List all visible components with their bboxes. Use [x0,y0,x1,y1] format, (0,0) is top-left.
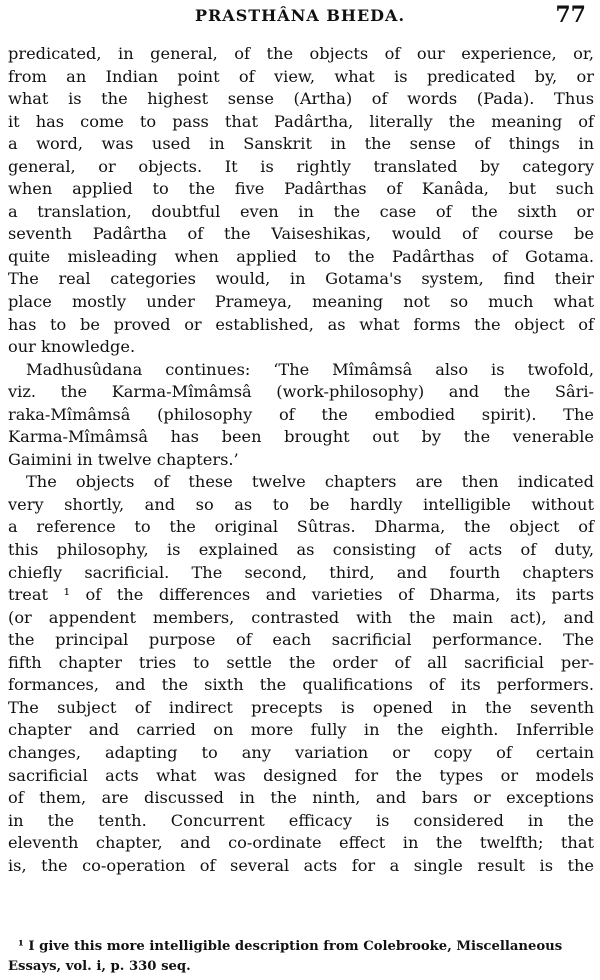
text-line: Gaimini in twelve chapters.’ [8,449,239,469]
text-line: of them, are discussed in the ninth, and bars or exceptions [8,788,594,808]
text-line: raka-Mîmâmsâ (philosophy of the embodied spirit). The [8,404,594,424]
text-line: sacrificial acts what was designed for the types or models [8,765,594,785]
text-line: predicated, in general, of the objects of our experience, or, [8,44,594,63]
text-line: has to be proved or established, as what forms the object of [8,314,594,334]
paragraph-3 [8,471,594,877]
text-line: The objects of these twelve chapters are then indicated [26,472,594,492]
text-line: seventh Padârtha of the Vaiseshikas, would of course be [8,224,594,244]
text-line: Madhusûdana continues: ‘The Mîmâmsâ also is twofold, [26,359,594,379]
text-line: a translation, doubtful even in the case of the sixth or [8,201,594,221]
text-line: (or appendent members, contrasted with the main act), and [8,607,594,627]
body-text [8,43,594,877]
text-line: when applied to the five Padârthas of Kanâda, but such [8,179,594,199]
text-line: our knowledge. [8,337,136,357]
text-line: a reference to the original Sûtras. Dharma, the object of [8,517,594,537]
paragraph-2 [8,359,594,472]
page-number: 77 [555,2,586,28]
text-line: changes, adapting to any variation or copy of certain [8,742,594,762]
footnote-line: Essays, vol. i, p. 330 seq. [8,959,191,974]
footnote [8,937,594,977]
text-line: quite misleading when applied to the Padârthas of Gotama. [8,246,594,266]
text-line: chapter and carried on more fully in the eighth. Inferrible [8,720,594,740]
text-line: The subject of indirect precepts is opened in the seventh [8,697,594,717]
text-line: formances, and the sixth the qualifications of its performers. [8,675,594,695]
text-line: it has come to pass that Padârtha, literally the meaning of [8,111,594,131]
text-line: chiefly sacrificial. The second, third, and fourth chapters [8,562,594,582]
text-line: fifth chapter tries to settle the order of all sacrificial per- [8,652,594,672]
text-line: viz. the Karma-Mîmâmsâ (work-philosophy) and the Sâri- [8,382,594,402]
text-line: general, or objects. It is rightly translated by category [8,156,594,176]
text-line: in the tenth. Concurrent efficacy is considered in the [8,810,594,830]
text-line: eleventh chapter, and co-ordinate effect in the twelfth; that [8,833,594,853]
text-line: place mostly under Prameya, meaning not so much what [8,292,594,312]
text-line: The real categories would, in Gotama's system, find their [8,269,594,289]
running-title: PRASTHÂNA BHEDA. [194,6,406,25]
footnote-line: ¹ I give this more intelligible description from Colebrooke, Miscellaneous [18,939,563,954]
text-line: very shortly, and so as to be hardly intelligible without [8,494,594,514]
running-head [8,2,592,30]
text-line: treat ¹ of the differences and varieties of Dharma, its parts [8,585,594,605]
paragraph-1 [8,43,594,359]
text-line: what is the highest sense (Artha) of words (Pada). Thus [8,89,594,109]
text-line: Karma-Mîmâmsâ has been brought out by the venerable [8,427,594,447]
text-line: a word, was used in Sanskrit in the sense of things in [8,134,594,154]
text-line: is, the co-operation of several acts for a single result is the [8,855,594,875]
text-line: this philosophy, is explained as consisting of acts of duty, [8,540,594,560]
text-line: the principal purpose of each sacrificial performance. The [8,630,594,650]
text-line: from an Indian point of view, what is predicated by, or [8,66,594,86]
